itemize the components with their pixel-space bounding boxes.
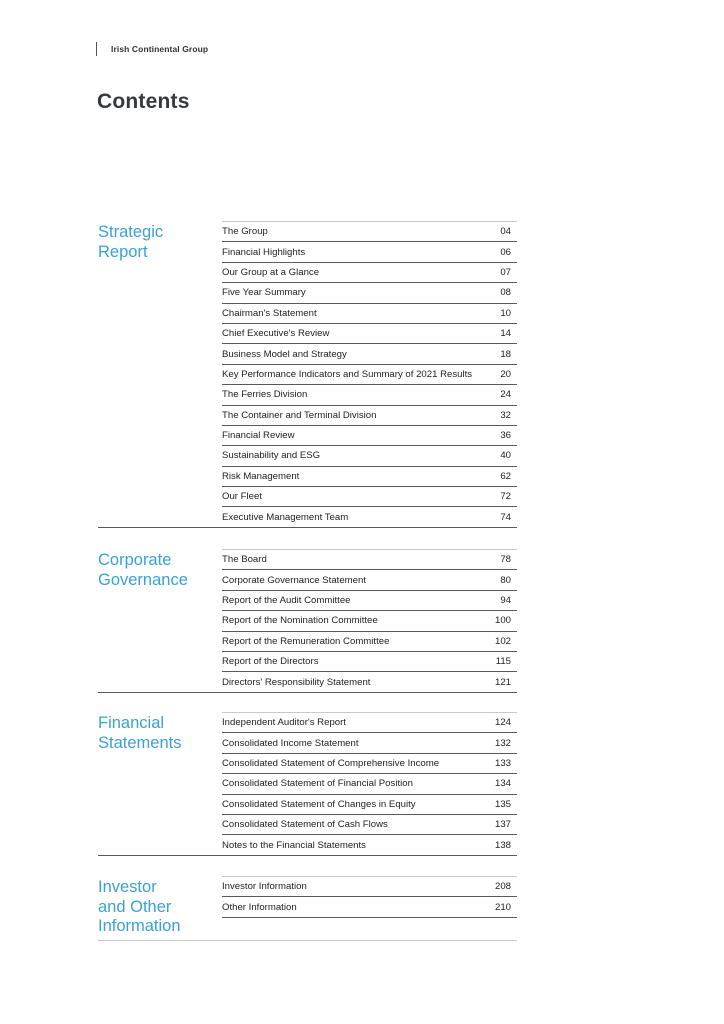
section-heading: [98, 551, 213, 590]
toc-entry-page: 78: [500, 554, 511, 566]
toc-entry-label: Key Performance Indicators and Summary of 2021 Results: [222, 368, 473, 380]
toc-entry-label: Five Year Summary: [222, 287, 306, 299]
toc-entry-label: Our Group at a Glance: [222, 266, 320, 278]
toc-entry-label: Other Information: [222, 901, 297, 913]
toc-entry[interactable]: [222, 877, 517, 897]
toc-entry-page: 62: [500, 470, 511, 482]
toc-entry[interactable]: [222, 733, 517, 753]
toc-entry[interactable]: [222, 632, 517, 652]
section-divider: [98, 855, 517, 856]
toc-entry-label: Financial Highlights: [222, 246, 306, 258]
toc-entry[interactable]: [222, 570, 517, 590]
toc-entry[interactable]: [222, 426, 517, 446]
toc-entry-page: 32: [500, 409, 511, 421]
toc-entry-label: Consolidated Statement of Comprehensive Income: [222, 757, 440, 769]
page-header: [96, 41, 208, 56]
toc-entry[interactable]: [222, 652, 517, 672]
section-heading-line: Report: [98, 242, 148, 261]
toc-entry-label: Sustainability and ESG: [222, 450, 321, 462]
toc-entry-page: 36: [500, 430, 511, 442]
toc-entry-label: Investor Information: [222, 881, 307, 893]
toc-entry-label: Notes to the Financial Statements: [222, 839, 366, 851]
toc-entry-page: 210: [494, 901, 511, 913]
toc-entry[interactable]: [222, 611, 517, 631]
toc-entry-page: 132: [494, 737, 511, 749]
toc-entry-label: The Board: [222, 554, 267, 566]
section-heading-line: and Other: [98, 897, 172, 916]
toc-entry[interactable]: [222, 385, 517, 405]
toc-entry-label: Directors' Responsibility Statement: [222, 676, 371, 688]
section-divider: [98, 940, 517, 941]
section-heading: [98, 223, 213, 262]
toc-entry-label: Corporate Governance Statement: [222, 574, 366, 586]
toc-entry-page: 133: [494, 757, 511, 769]
toc-list: [222, 876, 517, 918]
toc-entry[interactable]: [222, 672, 517, 692]
toc-entry-label: Our Fleet: [222, 491, 262, 503]
toc-entry[interactable]: [222, 835, 517, 855]
toc-entry-label: Chairman's Statement: [222, 307, 317, 319]
toc-entry-page: 135: [494, 798, 511, 810]
toc-entry-page: 121: [494, 676, 511, 688]
toc-list: [222, 221, 517, 528]
toc-entry-page: 14: [500, 328, 511, 340]
toc-entry-label: Chief Executive's Review: [222, 328, 330, 340]
toc-entry[interactable]: [222, 446, 517, 466]
toc-entry-label: The Container and Terminal Division: [222, 409, 377, 421]
toc-entry-page: 94: [500, 594, 511, 606]
section-heading-line: Financial: [98, 714, 165, 732]
toc-entry-page: 124: [494, 717, 511, 729]
toc-entry[interactable]: [222, 897, 517, 917]
toc-entry[interactable]: [222, 591, 517, 611]
header-divider: [96, 42, 97, 56]
toc-list: [222, 549, 517, 693]
toc-entry-label: The Group: [222, 226, 268, 238]
toc-entry-label: Report of the Nomination Committee: [222, 615, 378, 627]
toc-entry[interactable]: [222, 222, 517, 242]
toc-entry[interactable]: [222, 344, 517, 364]
toc-entry-page: 74: [500, 511, 511, 523]
toc-entry[interactable]: [222, 487, 517, 507]
toc-entry-page: 137: [494, 819, 511, 831]
toc-entry-page: 72: [500, 491, 511, 503]
toc-entry[interactable]: [222, 263, 517, 283]
toc-entry-page: 102: [494, 635, 511, 647]
toc-entry[interactable]: [222, 774, 517, 794]
toc-entry-label: The Ferries Division: [222, 389, 308, 401]
section-heading-line: Governance: [98, 570, 188, 589]
section-heading-line: Statements: [98, 733, 182, 752]
toc-entry-page: 10: [500, 307, 511, 319]
toc-entry-page: 20: [500, 368, 511, 380]
toc-entry-label: Consolidated Statement of Financial Position: [222, 778, 413, 790]
toc-entry-label: Report of the Audit Committee: [222, 594, 351, 606]
toc-entry[interactable]: [222, 324, 517, 344]
toc-entry-page: 115: [495, 656, 511, 668]
toc-entry[interactable]: [222, 507, 517, 527]
toc-entry[interactable]: [222, 304, 517, 324]
toc-entry-page: 138: [494, 839, 511, 851]
toc-entry-page: 07: [500, 266, 511, 278]
toc-entry-page: 40: [500, 450, 511, 462]
toc-entry[interactable]: [222, 365, 517, 385]
toc-entry-label: Risk Management: [222, 470, 300, 482]
toc-entry-page: 06: [500, 246, 511, 258]
toc-entry-label: Business Model and Strategy: [222, 348, 347, 360]
section-heading-line: Strategic: [98, 223, 164, 241]
toc-entry[interactable]: [222, 406, 517, 426]
toc-entry-page: 18: [500, 348, 511, 360]
toc-entry[interactable]: [222, 795, 517, 815]
toc-entry-label: Report of the Remuneration Committee: [222, 635, 390, 647]
section-divider: [98, 527, 517, 528]
toc-entry-page: 134: [494, 778, 511, 790]
toc-entry[interactable]: [222, 283, 517, 303]
section-divider: [98, 692, 517, 693]
section-heading: [98, 878, 213, 937]
page-title: Contents: [97, 90, 190, 113]
toc-entry-label: Consolidated Statement of Changes in Equity: [222, 798, 416, 810]
toc-list: [222, 712, 517, 856]
toc-entry-label: Consolidated Income Statement: [222, 737, 359, 749]
toc-entry[interactable]: [222, 713, 517, 733]
toc-entry-page: 208: [494, 881, 511, 893]
toc-entry[interactable]: [222, 467, 517, 487]
toc-entry[interactable]: [222, 550, 517, 570]
toc-entry-page: 100: [494, 615, 511, 627]
toc-entry-page: 80: [500, 574, 511, 586]
toc-entry-label: Executive Management Team: [222, 511, 349, 523]
company-name: Irish Continental Group: [111, 43, 209, 54]
toc-entry[interactable]: [222, 754, 517, 774]
toc-entry-page: 08: [500, 287, 511, 299]
toc-entry-label: Report of the Directors: [222, 656, 319, 668]
toc-entry-label: Consolidated Statement of Cash Flows: [222, 819, 388, 831]
toc-entry-label: Financial Review: [222, 430, 295, 442]
toc-entry-page: 24: [500, 389, 511, 401]
section-heading-line: Information: [98, 917, 181, 935]
section-heading-line: Investor: [98, 878, 157, 896]
toc-entry-label: Independent Auditor's Report: [222, 717, 346, 729]
toc-entry-page: 04: [500, 226, 511, 238]
section-heading: [98, 714, 213, 753]
toc-entry[interactable]: [222, 242, 517, 262]
section-heading-line: Corporate: [98, 551, 172, 569]
toc-entry[interactable]: [222, 815, 517, 835]
